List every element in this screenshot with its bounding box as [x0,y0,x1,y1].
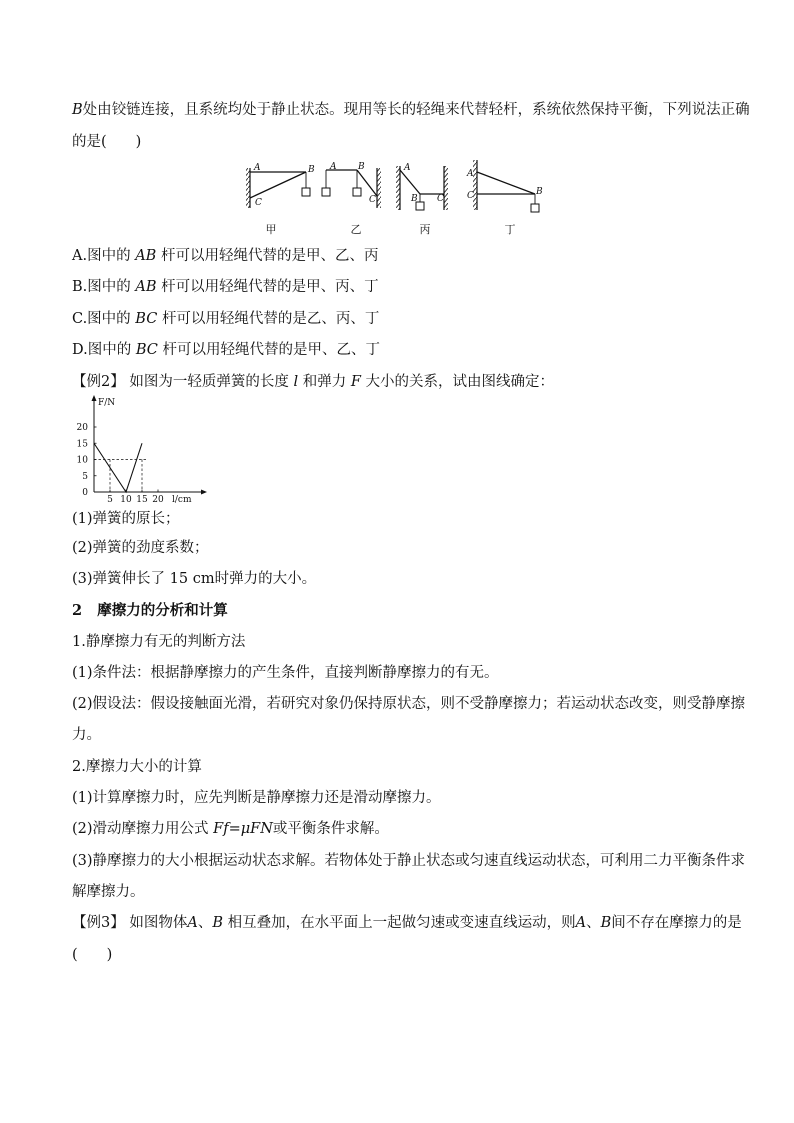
section-2-title: 摩擦力的分析和计算 [97,602,228,619]
x-tick-label-10: 10 [120,495,132,505]
ex3-text-a: 如图物体 [129,915,188,931]
ex3-stem [72,913,742,933]
x-tick-label-20: 20 [152,495,164,505]
option-d-pre: D.图中的 [72,342,132,358]
s2-p3: (3)静摩擦力的大小根据运动状态求解。若物体处于静止状态或匀速直线运动状态，可利用二力平衡条件求 [72,853,746,869]
y-tick-label-10: 10 [76,455,88,466]
y-tick-label-15: 15 [76,439,88,450]
fig-ding-label-b: B [536,187,543,197]
q1-line-1 [72,100,750,120]
x-tick-label-5: 5 [107,495,113,505]
ex2-q1: (1)弹簧的原长； [72,511,180,527]
ex2-q2: (2)弹簧的劲度系数； [72,540,209,556]
x-axis-label: l/cm [172,495,192,505]
s2-title: 2.摩擦力大小的计算 [72,759,202,775]
spring-force-chart [70,394,210,504]
y-axis-label: F/N [98,398,116,408]
ex2-q3 [72,569,316,589]
section-2-number: 2 [72,602,83,619]
s1-p2: (2)假设法：假设接触面光滑，若研究对象仍保持原状态，则不受静摩擦力；若运动状态改变，则受静摩擦 [72,696,746,712]
option-c-post: 杆可以用轻绳代替的是乙、丙、丁 [161,311,380,327]
fig-bing-label-a: A [404,163,411,173]
option-d-rod: BC [135,342,158,358]
caption-ding: 丁 [504,223,516,236]
ex2-stem [72,372,554,392]
ex3-b: B [212,915,223,931]
s2-p1: (1)计算摩擦力时，应先判断是静摩擦力还是滑动摩擦力。 [72,790,441,806]
option-c-rod: BC [135,311,158,327]
ex3-sep-2: 、 [586,915,601,931]
q1-text: 处由铰链连接，且系统均处于静止状态。现用等长的轻绳来代替轻杆，系统依然保持平衡，下列说法正确 [82,102,750,118]
ex2-text-c: 大小的关系，试由图线确定： [365,374,554,390]
option-d-post: 杆可以用轻绳代替的是甲、乙、丁 [162,342,380,358]
ex2-l: l [293,374,299,390]
s1-p2-cont: 力。 [72,727,101,743]
option-a-pre: A.图中的 [72,248,131,264]
fig-yi-label-a: A [330,162,337,172]
ex2-text-a: 如图为一轻质弹簧的长度 [129,374,289,390]
fig-jia-label-b: B [308,165,315,175]
q1-line-2: 的是( ) [72,134,142,150]
force-length-line [94,443,142,492]
option-a[interactable] [72,246,378,266]
option-a-post: 杆可以用轻绳代替的是甲、乙、丙 [160,248,379,264]
y-tick-label-20: 20 [76,423,88,433]
friction-formula: Ff=μFN [213,821,273,837]
s1-title: 1.静摩擦力有无的判断方法 [72,634,246,650]
figure-yi [322,162,381,208]
ex3-text-b: 相互叠加，在水平面上一起做匀速或变速直线运动，则 [227,915,576,931]
option-b-rod: AB [135,279,157,295]
s2-p2-a: (2)滑动摩擦力用公式 [72,821,209,837]
caption-yi: 乙 [350,223,362,236]
rod-figures [0,158,794,248]
s1-p1: (1)条件法：根据静摩擦力的产生条件，直接判断静摩擦力的有无。 [72,665,499,681]
s2-p2-b: 或平衡条件求解。 [272,821,389,837]
option-b[interactable] [72,277,379,297]
ex3-sep: 、 [197,915,213,931]
fig-bing-label-b: B [411,194,418,204]
ex3-answer-paren: ( ) [72,947,113,963]
ex3-a: A [187,915,198,931]
fig-yi-label-c: C [369,195,376,205]
fig-yi-label-b: B [358,162,365,172]
option-b-pre: B.图中的 [72,279,131,295]
fig-jia-label-c: C [255,198,262,208]
y-tick-label-0: 0 [82,488,88,498]
fig-ding-label-c: C [467,191,474,201]
figure-bing [396,163,448,210]
ex2-q3-a: (3)弹簧伸长了 15 [72,571,193,587]
ex3-text-c: 间不存在摩擦力的是 [611,915,742,931]
s2-p3-cont: 解摩擦力。 [72,884,145,900]
caption-bing: 丙 [419,223,431,236]
section-2-heading [72,601,228,621]
option-a-rod: AB [135,248,157,264]
fig-bing-label-c: C [437,194,444,204]
option-c-pre: C.图中的 [72,311,131,327]
x-axis-arrow [201,490,207,495]
y-tick-label-5: 5 [82,471,88,482]
s2-p2 [72,819,389,839]
caption-jia: 甲 [265,223,277,236]
figure-jia [246,163,315,208]
ex2-q3-b: 时弹力的大小。 [214,571,317,587]
fig-ding-label-a: A [467,169,474,179]
ex3-a-2: A [575,915,587,931]
option-d[interactable] [72,340,380,360]
ex3-b-2: B [600,915,612,931]
fig-jia-label-a: A [254,163,261,173]
y-axis-arrow [92,395,97,401]
option-b-post: 杆可以用轻绳代替的是甲、丙、丁 [161,279,379,295]
figure-ding [466,160,543,212]
ex3-tag: 【例3】 [72,915,125,931]
label-b: B [72,102,83,118]
ex2-text-b: 和弹力 [302,374,347,390]
ex2-f: F [350,374,361,390]
x-tick-label-15: 15 [136,495,148,505]
option-c[interactable] [72,309,379,329]
ex2-q3-unit: cm [192,571,215,587]
ex2-tag: 【例2】 [72,374,125,390]
